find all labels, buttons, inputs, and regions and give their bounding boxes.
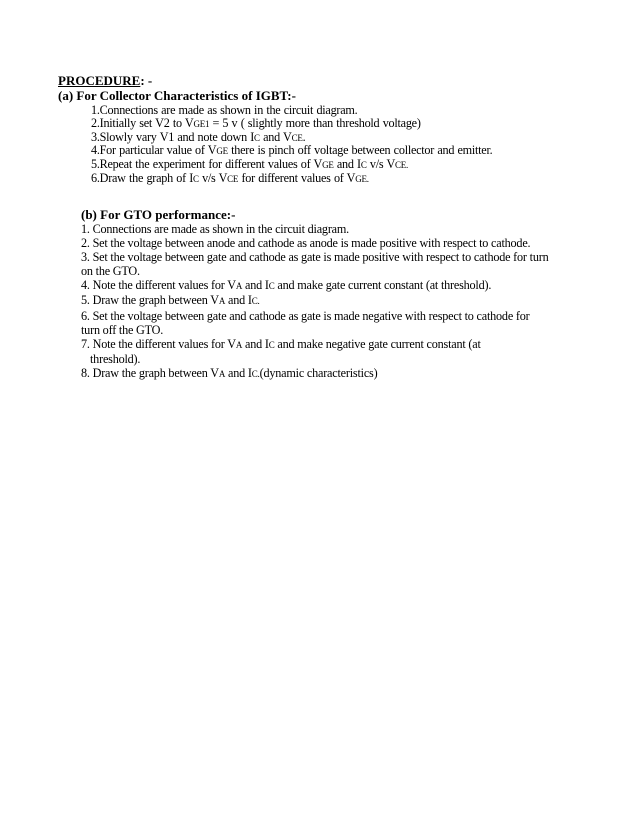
procedure-title: PROCEDURE <box>58 73 141 88</box>
text-fragment: and I <box>225 293 252 308</box>
section-b-item-4 <box>81 278 551 293</box>
section-b-item-3: 3. Set the voltage between gate and cathode as gate is made positive with respect to cathode for turn on the GTO. <box>81 250 549 279</box>
subscript: C. <box>251 296 260 307</box>
section-a-list <box>91 104 492 186</box>
section-b-list <box>81 222 551 381</box>
section-b-item-7 <box>81 337 551 366</box>
section-a-item-5 <box>91 158 492 172</box>
subscript: CE <box>291 132 303 143</box>
text-fragment: and V <box>259 129 292 144</box>
text-fragment: and make gate current constant (at threshold). <box>274 278 492 293</box>
text-fragment: 8. Draw the graph between V <box>81 365 219 380</box>
text-fragment: and make negative gate current constant (at <box>274 336 481 351</box>
subscript: GE1 <box>193 118 210 129</box>
section-a-item-4 <box>91 144 492 158</box>
procedure-suffix: : - <box>140 73 153 88</box>
text-fragment: 4. Note the different values for V <box>81 278 236 293</box>
text-fragment: = 5 v ( slightly more than threshold voltage) <box>209 115 421 130</box>
text-fragment: 5. Draw the graph between V <box>81 293 219 308</box>
text-fragment: and I <box>333 157 361 172</box>
section-a-heading: (a) For Collector Characteristics of IGBT:- <box>58 88 296 103</box>
text-fragment: 3.Slowly vary V1 and note down I <box>91 129 255 144</box>
section-b-item-1: 1. Connections are made as shown in the circuit diagram. <box>81 222 350 236</box>
text-fragment: 5.Repeat the experiment for different values of V <box>91 157 323 172</box>
text-fragment: and I <box>225 365 252 380</box>
subscript: A <box>235 339 243 350</box>
subscript: C <box>193 173 199 184</box>
subscript: CE. <box>395 160 409 171</box>
subscript: GE. <box>355 173 369 184</box>
section-b-item-7-continuation: threshold). <box>90 351 141 366</box>
subscript: A <box>235 281 243 292</box>
subscript: C <box>360 160 367 171</box>
procedure-heading <box>58 73 152 88</box>
subscript: GE <box>322 160 334 171</box>
section-b-item-5 <box>81 293 551 308</box>
text-fragment: for different values of V <box>238 170 356 185</box>
text-fragment: 7. Note the different values for V <box>81 336 236 351</box>
subscript: CE <box>227 173 239 184</box>
subscript: C <box>254 132 260 143</box>
section-a-item-1: 1.Connections are made as shown in the circuit diagram. <box>91 103 358 117</box>
text-fragment: v/s V <box>198 170 228 185</box>
section-b-item-6: 6. Set the voltage between gate and cathode as gate is made negative with respect to cathode for turn off the GTO. <box>81 308 530 337</box>
text-fragment: 6.Draw the graph of I <box>91 170 193 185</box>
text-fragment: . <box>302 129 306 144</box>
section-b-item-2: 2. Set the voltage between anode and cathode as anode is made positive with respect to cathode. <box>81 236 531 251</box>
section-b-heading: (b) For GTO performance:- <box>81 207 236 222</box>
text-fragment: and I <box>242 278 269 293</box>
section-a-item-3 <box>91 131 492 145</box>
text-fragment: and I <box>242 336 269 351</box>
subscript: A <box>218 368 226 379</box>
text-fragment: there is pinch off voltage between collector and emitter. <box>227 143 493 158</box>
subscript: C <box>268 281 275 292</box>
text-fragment: 2.Initially set V2 to V <box>91 115 194 130</box>
section-a-item-6 <box>91 172 492 186</box>
subscript: A <box>218 296 226 307</box>
subscript: C. <box>251 368 260 379</box>
text-fragment: 4.For particular value of V <box>91 143 217 158</box>
subscript: GE <box>216 146 228 157</box>
text-fragment: (dynamic characteristics) <box>259 365 378 380</box>
section-a-item-2 <box>91 117 492 131</box>
text-fragment: v/s V <box>366 157 395 172</box>
section-b-item-8 <box>81 366 551 381</box>
subscript: C <box>268 339 275 350</box>
